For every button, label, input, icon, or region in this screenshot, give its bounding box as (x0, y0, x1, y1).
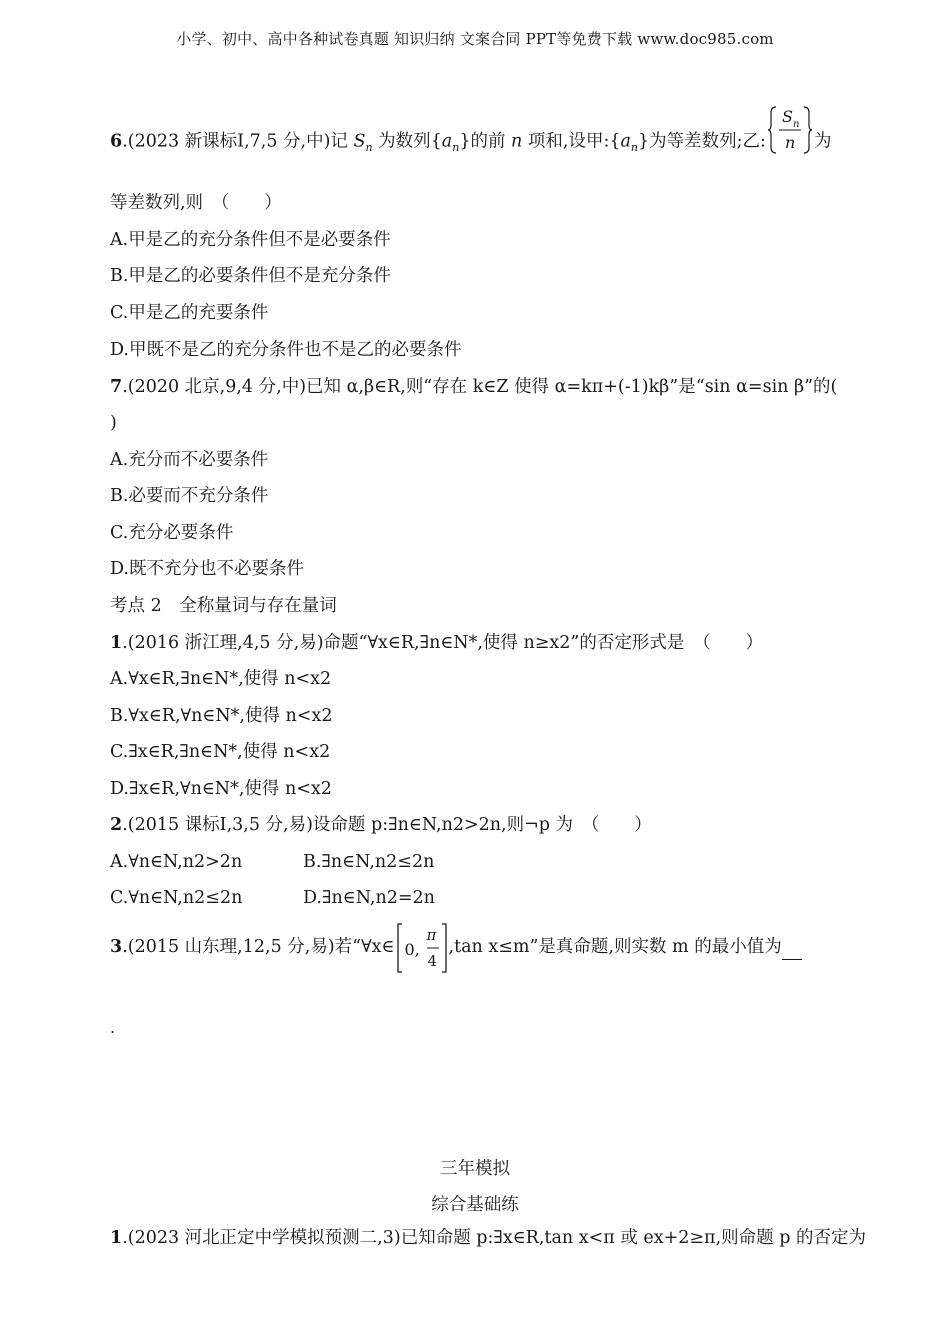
q6-line2: 等差数列,则 （ ） (110, 193, 282, 213)
s2q1-option-b: B.∀x∈R,∀n∈N*,使得 n<x2 (110, 706, 333, 726)
q7-line2: ) (110, 413, 117, 433)
q7-number: 7 (110, 377, 123, 397)
s2q2-line1: 2.(2015 课标Ⅰ,3,5 分,易)设命题 p:∃n∈N,n2>2n,则¬p 为 （ ） (110, 815, 652, 835)
s2q1-number: 1 (110, 633, 123, 653)
section-2-heading: 考点 2 全称量词与存在量词 (110, 596, 337, 616)
page-header: 小学、初中、高中各种试卷真题 知识归纳 文案合同 PPT等免费下载 www.doc985.com (176, 30, 774, 48)
q7-option-b: B.必要而不充分条件 (110, 486, 269, 506)
q6-option-d: D.甲既不是乙的充分条件也不是乙的必要条件 (110, 340, 462, 360)
q6-line1: 6.(2023 新课标Ⅰ,7,5 分,中)记 $S_n$ 为数列$\{a_n\}$的前 n 项和,设甲$:\{a_n\}$为等差数列;乙: S n n 为 (110, 117, 831, 167)
q7-option-c: C.充分必要条件 (110, 523, 234, 543)
q6-option-b: B.甲是乙的必要条件但不是充分条件 (110, 266, 391, 286)
s2q1-option-c: C.∃x∈R,∃n∈N*,使得 n<x2 (110, 742, 331, 762)
s3q1-line1: 1.(2023 河北正定中学模拟预测二,3)已知命题 p:∃x∈R,tan x<π 或 ex+2≥π,则命题 p 的否定为 (110, 1228, 866, 1248)
interval-0-pi-over-4: 0, π 4 (395, 936, 449, 960)
s2q2-number: 2 (110, 815, 123, 835)
q6-option-c: C.甲是乙的充要条件 (110, 303, 269, 323)
s2q2-option-d: D.∃n∈N,n2=2n (303, 888, 435, 908)
s2q2-option-c: C.∀n∈N,n2≤2n (110, 888, 243, 908)
s2q1-option-d: D.∃x∈R,∀n∈N*,使得 n<x2 (110, 779, 332, 799)
section-3-subtitle: 综合基础练 (431, 1195, 519, 1215)
q7-line1: 7.(2020 北京,9,4 分,中)已知 α,β∈R,则“存在 k∈Z 使得 α=kπ+(-1)kβ”是“sin α=sin β”的( (110, 377, 838, 397)
s3q1-number: 1 (110, 1228, 123, 1248)
q6-fraction-sn-over-n: S n n (768, 117, 812, 167)
s2q3-line2: . (110, 1018, 116, 1037)
s2q1-option-a: A.∀x∈R,∃n∈N*,使得 n<x2 (110, 669, 332, 689)
q7-option-a: A.充分而不必要条件 (110, 450, 269, 470)
s2q3-line1: 3.(2015 山东理,12,5 分,易)若“∀x∈ 0, π 4 ,tan x≤m”是真命题,则实数 m 的最小值为 (110, 935, 802, 960)
s2q2-option-a: A.∀n∈N,n2>2n (110, 852, 243, 872)
q6-number: 6 (110, 131, 123, 152)
answer-blank (782, 941, 802, 960)
s2q3-number: 3 (110, 937, 123, 957)
section-3-title: 三年模拟 (440, 1159, 510, 1179)
q7-option-d: D.既不充分也不必要条件 (110, 559, 304, 579)
q6-option-a: A.甲是乙的充分条件但不是必要条件 (110, 230, 391, 250)
s2q1-line1: 1.(2016 浙江理,4,5 分,易)命题“∀x∈R,∃n∈N*,使得 n≥x2”的否定形式是 （ ） (110, 633, 764, 653)
s2q2-option-b: B.∃n∈N,n2≤2n (303, 852, 435, 872)
